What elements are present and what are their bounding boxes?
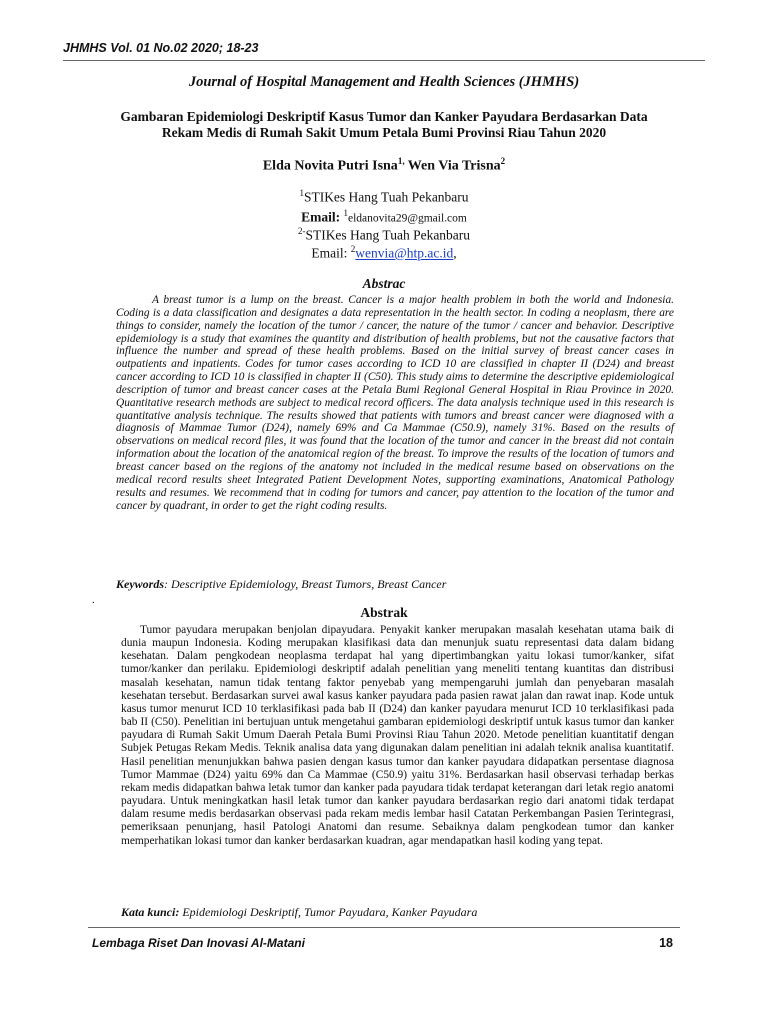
abstract-id-heading: Abstrak	[360, 605, 408, 620]
email-2-line	[0, 244, 768, 262]
email-2-label: Email:	[311, 245, 351, 261]
author-1: Elda Novita Putri Isna	[262, 158, 398, 174]
affiliation-1-sup: 1	[299, 188, 304, 198]
footer-divider	[88, 927, 680, 928]
keywords-en-label: Keywords	[116, 577, 164, 591]
journal-name: Journal of Hospital Management and Health Sciences (JHMHS)	[188, 74, 580, 90]
keywords-en	[116, 577, 446, 592]
author-2-sup: 2	[500, 156, 506, 166]
abstract-id-body: Tumor payudara merupakan benjolan dipayudara. Penyakit kanker merupakan masalah kesehatan utama baik di dunia maupun Indonesia. Koding merupakan klasifikasi data dan menunjuk suatu representasi data dalam bidang kesehatan. Dalam pengkodean neoplasma terdapat hal yang dipertimbangkan yaitu lokasi tumor/kanker, sifat tumor/kanker dan perilaku. Epidemiologi deskriptif adalah penelitian yang meneliti tentang kuantitas dan distribusi masalah kesehatan, namun tidak tentang faktor penyebab yang mempengaruhi jumlah dan penyebaran masalah kesehatan tersebut. Berdasarkan survei awal kasus kanker payudara pada pasien rawat jalan dan rawat inap. Kode untuk kasus tumor menurut ICD 10 terklasifikasi pada bab II (D24) dan kanker payudara menurut ICD 10 terklasifikasi pada bab II (C50). Penelitian ini bertujuan untuk mengetahui gambaran epidemiologi deskriptif untuk kasus tumor dan kanker payudara di Rumah Sakit Umum Daerah Petala Bumi Provinsi Riau Tahun 2020. Metode penelitian kuantitatif dengan Subjek Petugas Rekam Medis. Teknik analisa data yang digunakan dalam penelitian ini adalah teknik analisa kuantitatif. Hasil penelitian menunjukkan bahwa pasien dengan kasus tumor dan kanker payudara didapatkan persentase diagnosa Tumor Mammae (D24) yaitu 69% dan Ca Mammae (C50.9) yaitu 31%. Berdasarkan hasil observasi terhadap berkas rekam medis didapatkan bahwa letak tumor dan kanker pada payudara tidak terdapat keterangan dari letak regio anatomi payudara. Untuk meningkatkan hasil letak tumor dan kanker payudara berdasarkan regio dari anatomi tidak terdapat dalam resume medis berdasarkan observasi pada rekam medis lembar hasil Catatan Perkembangan Pasien Terintegrasi, pemeriksaan penunjang, hasil Patologi Anatomi dan resume. Sebaiknya dalam pengkodean tumor dan kanker memperhatikan lokasi tumor dan kanker berdasarkan kuadran, agar mendapatkan hasil koding yang tepat.	[121, 624, 674, 847]
author-1-sup: 1,	[397, 156, 405, 166]
email-2-link[interactable]: wenvia@htp.ac.id	[355, 245, 454, 261]
affiliation-1-name: STIKes Hang Tuah Pekanbaru	[303, 189, 469, 205]
footer-publisher: Lembaga Riset Dan Inovasi Al-Matani	[92, 936, 305, 950]
keywords-en-list: : Descriptive Epidemiology, Breast Tumors, Breast Cancer	[164, 577, 447, 591]
article-title: Gambaran Epidemiologi Deskriptif Kasus Tumor dan Kanker Payudara Berdasarkan Data Rekam Medis di Rumah Sakit Umum Petala Bumi Provinsi Riau Tahun 2020	[120, 109, 648, 140]
author-2: Wen Via Trisna	[404, 158, 501, 174]
affiliation-1	[0, 188, 768, 206]
affiliation-2	[0, 226, 768, 244]
author-line	[0, 156, 768, 175]
abstract-en-body: A breast tumor is a lump on the breast. Cancer is a major health problem in both the world and Indonesia. Coding is a data classification and designates a data representation in the health sector. In coding a neoplasm, there are things to consider, namely the location of the tumor / cancer, the nature of the tumor / cancer and behavior. Descriptive epidemiology is a study that examines the quantity and distribution of health problems, but not the causative factors that influence the number and spread of these health problems. Based on the initial survey of breast cancer cases in outpatients and inpatients. Codes for tumor cases according to ICD 10 are classified in chapter II (D24) and breast cancer according to ICD 10 is classified in chapter II (C50). This study aims to determine the descriptive epidemiological description of tumor and breast cancer cases at the Petala Bumi Regional General Hospital in Riau Province in 2020. Quantitative research methods are subject to medical record officers. The data analysis technique used in this research is quantitative analysis technique. The results showed that patients with tumors and breast cancer were diagnosed with a diagnosis of Mammae Tumor (D24), namely 69% and Ca Mammae (C50.9), namely 31%. Based on the results of observations on medical record files, it was found that the location of the tumor and cancer in the breast did not contain information about the location of the anatomical region of the breast. To improve the results of the location of tumors and breast cancer based on the regions of the anatomy not included in the medical resume based on observations on the medical record results sheet Integrated Patient Development Notes, supporting examinations, Anatomical Pathology results and resumes. We recommend that in coding for tumors and cancer, pay attention to the location of the tumor and cancer by quadrant, in order to get the right coding results.	[116, 294, 674, 512]
header-divider	[63, 60, 705, 61]
email-1-sup: 1	[343, 208, 348, 218]
keywords-id-label: Kata kunci:	[121, 905, 180, 919]
email-1-address: eldanovita29@gmail.com	[348, 212, 467, 225]
stray-mark: .	[92, 594, 95, 606]
email-2-sup: 2	[350, 244, 356, 254]
page-number: 18	[659, 936, 673, 950]
email-2-tail: ,	[453, 245, 457, 261]
affiliation-2-sup: 2-	[297, 226, 306, 236]
email-1-line	[0, 208, 768, 226]
email-1-label: Email:	[301, 209, 341, 225]
keywords-id	[121, 905, 477, 920]
keywords-id-list: Epidemiologi Deskriptif, Tumor Payudara, Kanker Payudara	[179, 905, 478, 919]
running-header: JHMHS Vol. 01 No.02 2020; 18-23	[63, 41, 259, 55]
affiliation-2-name: STIKes Hang Tuah Pekanbaru	[305, 227, 471, 243]
abstract-en-heading: Abstrac	[362, 276, 406, 291]
